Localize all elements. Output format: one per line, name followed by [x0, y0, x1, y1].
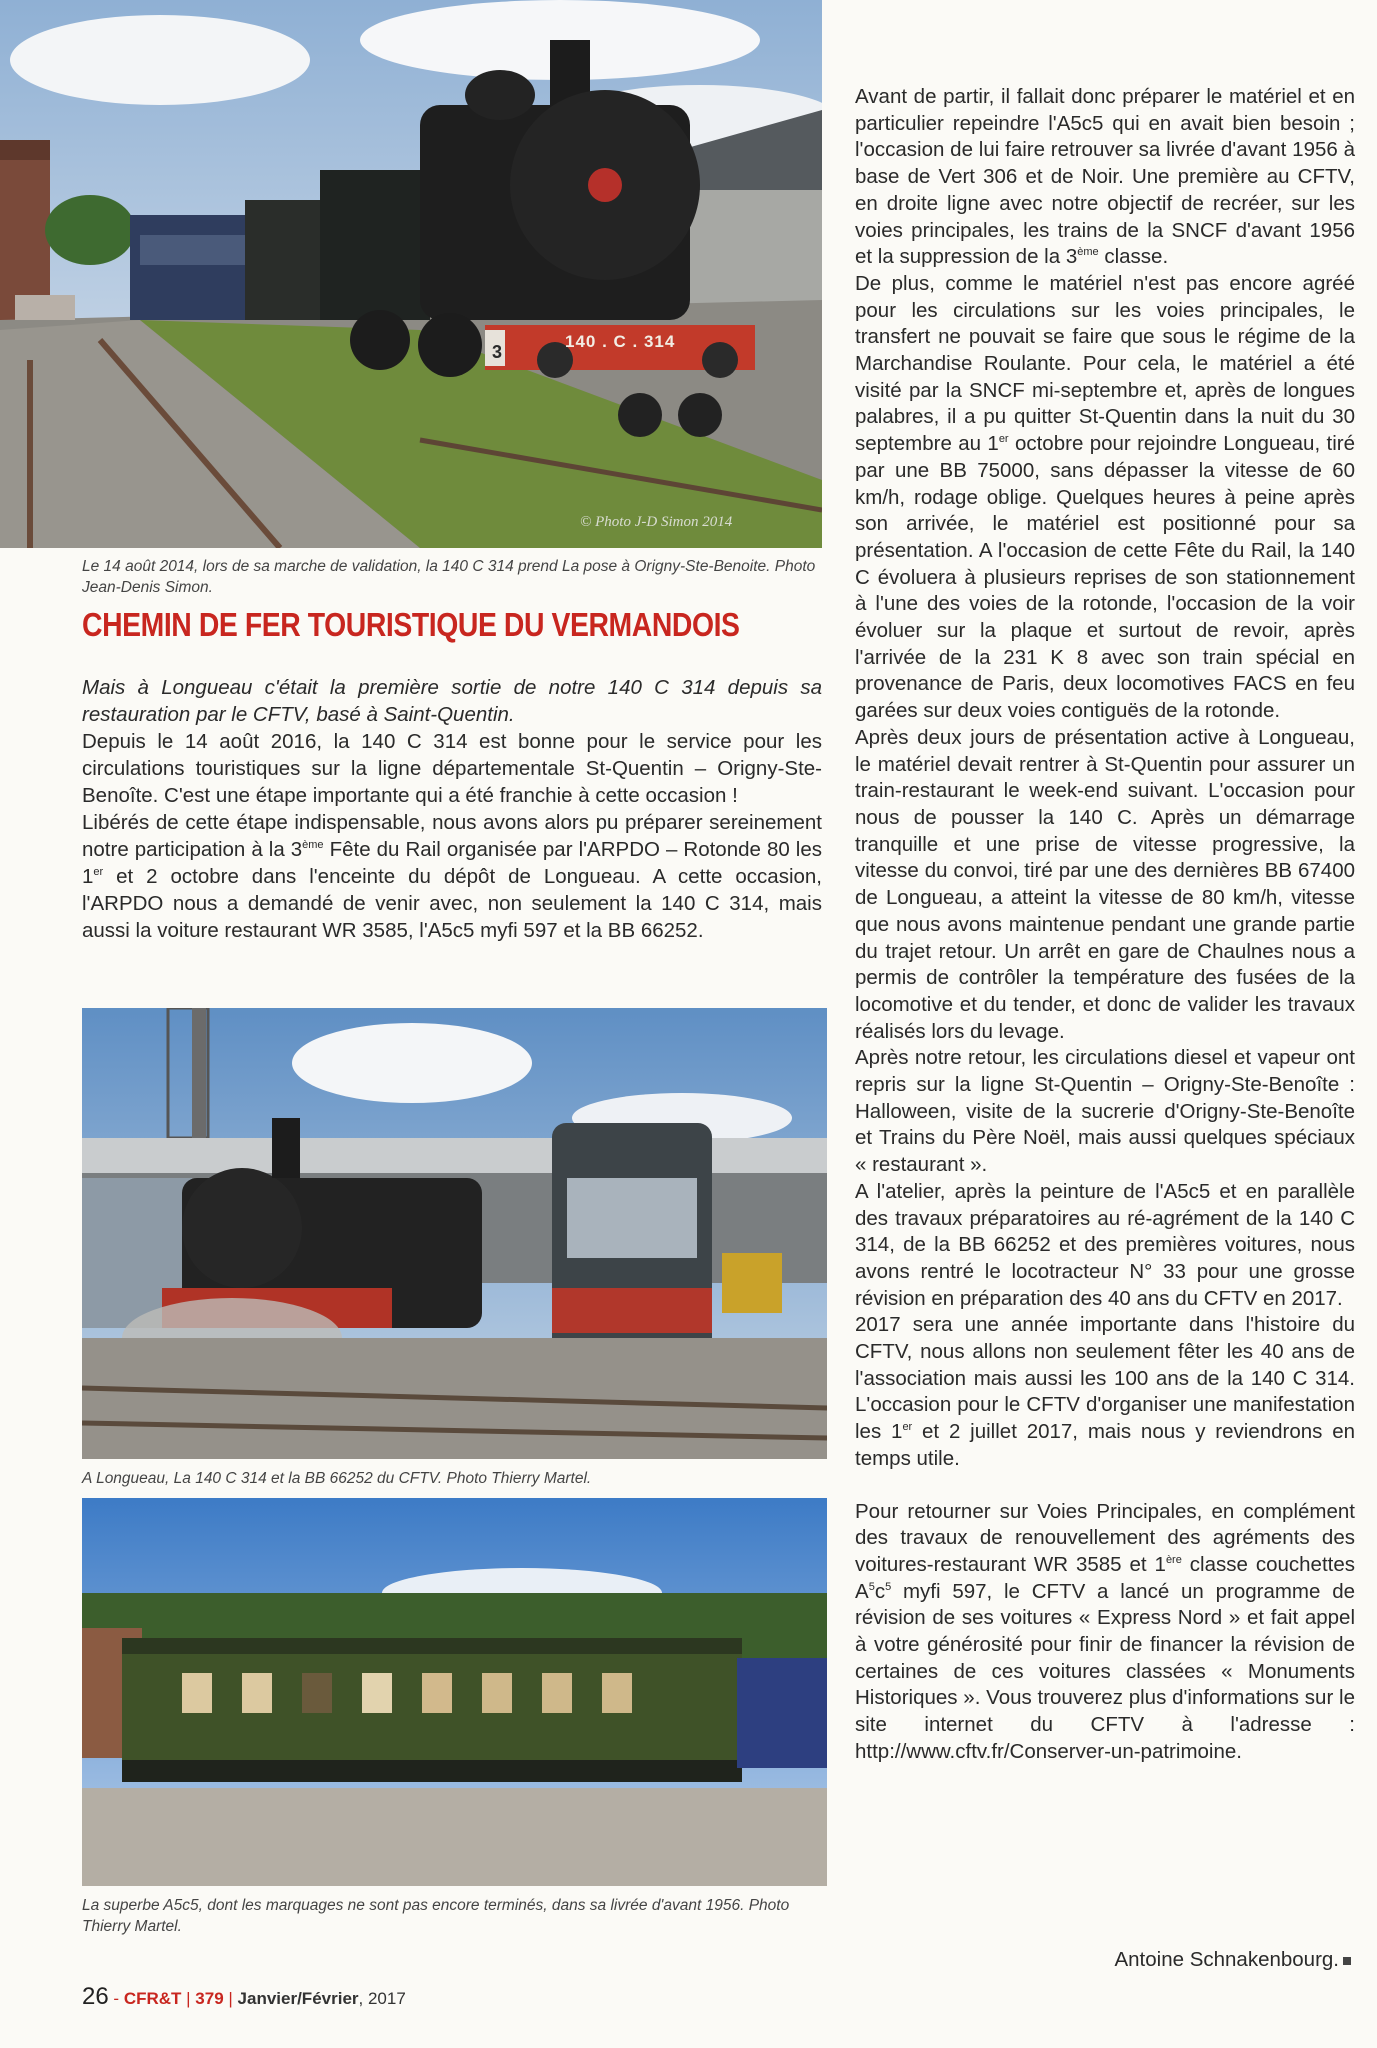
- issue-number: 379: [195, 1989, 224, 2008]
- author-signature: Antoine Schnakenbourg.: [1114, 1948, 1351, 1972]
- locomotive-number-plate: 140 . C . 314: [565, 332, 676, 351]
- left-column: [82, 674, 822, 944]
- photo-longueau-depot: [82, 1008, 827, 1459]
- magazine-name: CFR&T: [123, 1989, 182, 2008]
- right-paragraph-3: Après deux jours de présentation active à Longueau, le matériel devait rentrer à St-Quentin pour assurer un train-restaurant le week-end suivant. L'occasion pour nous de pousser la 140 C. Après un démarrage tranquille et une prise de vitesse progressive, la vitesse du convoi, tiré par une des dernières BB 67400 de Longueau, a atteint la vitesse de 80 km/h, vitesse que nous avons maintenue pendant une grande partie du trajet retour. Un arrêt en gare de Chaulnes nous a permis de contrôler la température des fusées de la locomotive et du tender, et donc de valider les travaux réalisés lors du levage.: [855, 725, 1355, 1043]
- photo-watermark: © Photo J-D Simon 2014: [580, 514, 733, 530]
- middle-photo-caption: A Longueau, La 140 C 314 et la BB 66252 du CFTV. Photo Thierry Martel.: [82, 1470, 592, 1487]
- page-footer: 26 - CFR&T | 379 | Janvier/Février, 2017: [82, 1983, 406, 2010]
- photo-steam-locomotive: [0, 0, 822, 548]
- bottom-photo-caption: La superbe A5c5, dont les marquages ne sont pas encore terminés, dans sa livrée d'avant 1956. Photo Thierry Martel.: [82, 1897, 790, 1935]
- article-intro: Mais à Longueau c'était la première sortie de notre 140 C 314 depuis sa restauration par le CFTV, basé à Saint-Quentin.: [82, 676, 822, 726]
- top-photo-caption: Le 14 août 2014, lors de sa marche de validation, la 140 C 314 prend La pose à Origny-Ste-Benoite. Photo Jean-Denis Simon.: [82, 558, 816, 596]
- right-paragraph-7: Pour retourner sur Voies Principales, en complément des travaux de renouvellement des agréments des voitures-restaurant WR 3585 et 1ère classe couchettes $A^5c^5$ myfi 597, le CFTV a lancé un programme de révision de ses voitures « Express Nord » et fait appel à votre générosité pour finir de financer la révision de certaines de ces voitures classées « Monuments Historiques ». Vous trouverez plus d'informations sur le site internet du CFTV à l'adresse : http://www.cftv.fr/Conserver-un-patrimoine.: [855, 1499, 1355, 1763]
- issue-date: Janvier/Février: [237, 1989, 359, 2008]
- end-mark-icon: [1343, 1957, 1351, 1965]
- article-title: CHEMIN DE FER TOURISTIQUE DU VERMANDOIS: [82, 606, 740, 643]
- right-paragraph-1: Avant de partir, il fallait donc préparer le matériel et en particulier repeindre l'A5c5 qui en avait bien besoin ; l'occasion de lui faire retrouver sa livrée d'avant 1956 à base de Vert 306 et de Noir. Une première au CFTV, en droite ligne avec notre objectif de recréer, sur les voies principales, les trains de la SNCF d'avant 1956 et la suppression de la 3ème classe.: [855, 85, 1355, 269]
- issue-year: , 2017: [358, 1989, 406, 2008]
- right-paragraph-5: A l'atelier, après la peinture de l'A5c5 et en parallèle des travaux préparatoires au ré-agrément de la 140 C 314, de la BB 66252 et des premières voitures, nous avons rentré le locotracteur N° 33 pour une grosse révision en préparation des 40 ans du CFTV en 2017.: [855, 1179, 1355, 1310]
- left-paragraph-2: Libérés de cette étape indispensable, nous avons alors pu préparer sereinement notre participation à la 3ème Fête du Rail organisée par l'ARPDO – Rotonde 80 les 1er et 2 octobre dans l'enceinte du dépôt de Longueau. A cette occasion, l'ARPDO nous a demandé de venir avec, non seulement la 140 C 314, mais aussi la voiture restaurant WR 3585, l'A5c5 myfi 597 et la BB 66252.: [82, 811, 822, 942]
- left-paragraph-1: Depuis le 14 août 2016, la 140 C 314 est bonne pour le service pour les circulations touristiques sur la ligne départementale St-Quentin – Origny-Ste-Benoîte. C'est une étape importante qui a été franchie à cette occasion !: [82, 730, 822, 807]
- locomotive-side-number: 3: [492, 342, 503, 362]
- right-column: [855, 84, 1355, 1766]
- right-paragraph-2: De plus, comme le matériel n'est pas encore agréé pour les circulations sur les voies principales, le transfert ne pouvait se faire que sous le régime de la Marchandise Roulante. Pour cela, le matériel a été visité par la SNCF mi-septembre et, après de longues palabres, il a pu quitter St-Quentin dans la nuit du 30 septembre au 1er octobre pour rejoindre Longueau, tiré par une BB 75000, sans dépasser la vitesse de 60 km/h, rodage oblige. Quelques heures à peine après son arrivée, le matériel est positionné pour sa présentation. A l'occasion de cette Fête du Rail, la 140 C évoluera à plusieurs reprises de son stationnement à l'une des voies de la rotonde, l'occasion de la voir évoluer sur la plaque et surtout de revoir, après l'arrivée de la 231 K 8 avec son train spécial en provenance de Paris, deux locomotives FACS en feu garées sur deux voies contiguës de la rotonde.: [855, 271, 1355, 723]
- right-paragraph-6: 2017 sera une année importante dans l'histoire du CFTV, nous allons non seulement fêter les 40 ans de l'association mais aussi les 100 ans de la 140 C 314. L'occasion pour le CFTV d'organiser une manifestation les 1er et 2 juillet 2017, mais nous y reviendrons en temps utile.: [855, 1313, 1355, 1470]
- photo-a5c5-coach: [82, 1498, 827, 1886]
- page-number: 26: [82, 1983, 109, 2010]
- right-paragraph-4: Après notre retour, les circulations diesel et vapeur ont repris sur la ligne St-Quentin – Origny-Ste-Benoîte : Halloween, visite de la sucrerie d'Origny-Ste-Benoîte et Trains du Père Noël, mais aussi quelques spéciaux « restaurant ».: [855, 1046, 1355, 1177]
